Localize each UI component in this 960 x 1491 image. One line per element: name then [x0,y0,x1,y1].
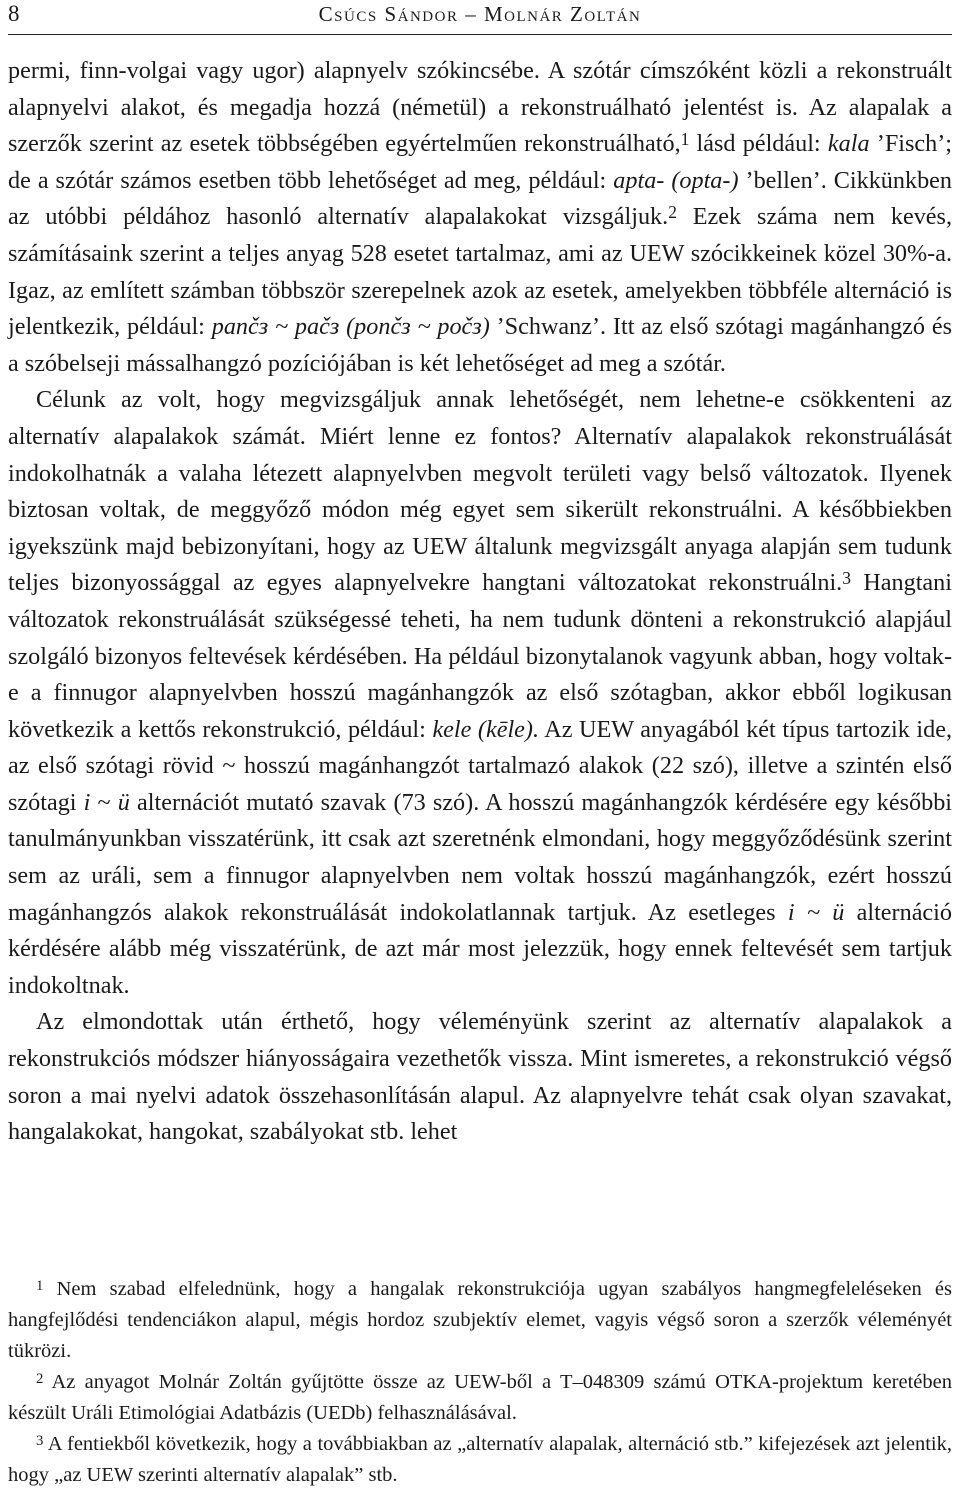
page-number: 8 [8,1,20,26]
text-run: permi, finn-volgai vagy ugor) alapnyelv szókincsébe. A szótár címszóként közli a rekonstruált alapnyelvi alakot, és megadja hozzá (németül) a rekonstruálható jelentést is. Az alapalak a szerzők szerint az esetek többségében egyértelműen rekonstruálható, [8,57,952,158]
italic-example: i ~ ü [787,898,845,926]
footnote-ref-2: 2 [668,202,677,223]
italic-example: apta- (opta-) [613,166,739,194]
running-head [8,0,952,35]
text-run: Ezek száma nem kevés, számításaink szerint a teljes anyag 528 esetet tartalmaz, ami az UEW szócikkeinek közel 30%-a. Igaz, az említett számban többször szerepelnek azok az esetek, amelyekben többféle alternáció is jelentkezik, például: [8,203,952,341]
footnote-number: 3 [36,1432,44,1449]
text-run: ~ [90,788,118,816]
footnote-1 [8,1274,952,1367]
text-run: Célunk az volt, hogy megvizsgáljuk annak lehetőségét, nem lehetne-e csökkenteni az alternatív alapalakok számát. Miért lenne ez fontos? Alternatív alapalakok rekonstruálását indokolhatnák a valaha létezett alapnyelvben megvolt területi vagy belső változatok. Ilyenek biztosan voltak, de meggyőző módon még egyet sem sikerült rekonstruálni. A későbbiekben igyekszünk majd bebizonyítani, hogy az UEW általunk megvizsgált anyaga alapján sem tudunk teljes bizonyossággal az egyes alapnyelvekre hangtani változatokat rekonstruálni. [8,386,952,597]
text-run: ’Fisch’; de a szótár számos esetben több lehetőséget ad meg, például: [8,130,953,194]
footnote-number: 2 [36,1370,44,1387]
text-run: Hangtani változatok rekonstruálását szükségessé teheti, ha nem tudunk dönteni a rekonstrukció alapjául szolgáló bizonyos feltevések kérdésében. Ha például bizonytalanok vagyunk abban, hogy voltak-e a finnugor alapnyelvben hosszú magánhangzók az első szótagban, akkor ebből logikusan következik a kettős rekonstrukció, például: [8,569,952,743]
paragraph-3: Az elmondottak után érthető, hogy véleményünk szerint az alternatív alapalakok a rekonstrukciós módszer hiányosságaira vezethetők vissza. Mint ismeretes, a rekonstrukció végső soron a mai nyelvi adatok összehasonlításán alapul. Az alapnyelvre tehát csak olyan szavakat, hangalakokat, hangokat, szabályokat stb. lehet [8,1008,952,1146]
footnote-text: A fentiekből következik, hogy a továbbiakban az „alternatív alapalak, alternáció stb.” kifejezések azt jelentik, hogy „az UEW szerinti alternatív alapalak” stb. [8,1433,952,1486]
footnote-number: 1 [36,1277,44,1294]
text-run: alternációt mutató szavak (73 szó). A hosszú magánhangzók kérdésére egy későbbi tanulmányunkban visszatérünk, itt csak azt szeretnénk elmondani, hogy meggyőződésünk szerint sem az uráli, sem a finnugor alapnyelvben nem voltak hosszú magánhangzók, ezért hosszú magánhangzós alakok rekonstruálását indokolatlannak tartjuk. Az esetleges [8,788,953,926]
footnote-3 [8,1429,952,1491]
text-run: Az UEW anyagából két típus tartozik ide, az első szótagi rövid ~ hosszú magánhangzót tartalmazó alakok (22 szó), illetve a szintén első szótagi [8,715,952,816]
footnote-text: Nem szabad elfelednünk, hogy a hangalak rekonstrukciója ugyan szabályos hangmegfeleléseken és hangfejlődési tendenciákon alapul, mégis hordoz szubjektív elemet, vagyis végső soron a szerzők véleményét tükrözi. [8,1278,952,1362]
text-run: alternáció kérdésére alább még visszatérünk, de azt már most jelezzük, hogy ennek feltevését sem tartjuk indokoltnak. [8,898,952,999]
footnotes [8,1274,952,1491]
italic-example: i [83,788,91,816]
italic-example: pančз ~ pačз (pončз ~ počз) [211,313,490,341]
paragraph-1 [8,53,952,382]
footnote-ref-3: 3 [842,568,851,589]
italic-example: kala [827,130,870,158]
text-run: lásd például: [689,130,828,158]
running-title: Csúcs Sándor – Molnár Zoltán [318,2,642,26]
footnote-2 [8,1367,952,1429]
text-run: ’bellen’. Cikkünkben az utóbbi példához hasonló alternatív alapalakokat vizsgáljuk. [8,166,953,231]
italic-example: ü [117,788,130,816]
paragraph-2 [8,382,952,1004]
text-run: ’Schwanz’. Itt az első szótagi magánhangzó és a szóbelseji mássalhangzó pozíciójában is két lehetőséget ad meg a szótár. [8,313,952,377]
italic-example: kele (kēle). [432,715,540,743]
body-text [8,53,952,1151]
footnote-text: Az anyagot Molnár Zoltán gyűjtötte össze az UEW-ből a T–048309 számú OTKA-projektum keretében készült Uráli Etimológiai Adatbázis (UEDb) felhasználásával. [8,1371,952,1424]
footnote-ref-1: 1 [680,129,690,150]
